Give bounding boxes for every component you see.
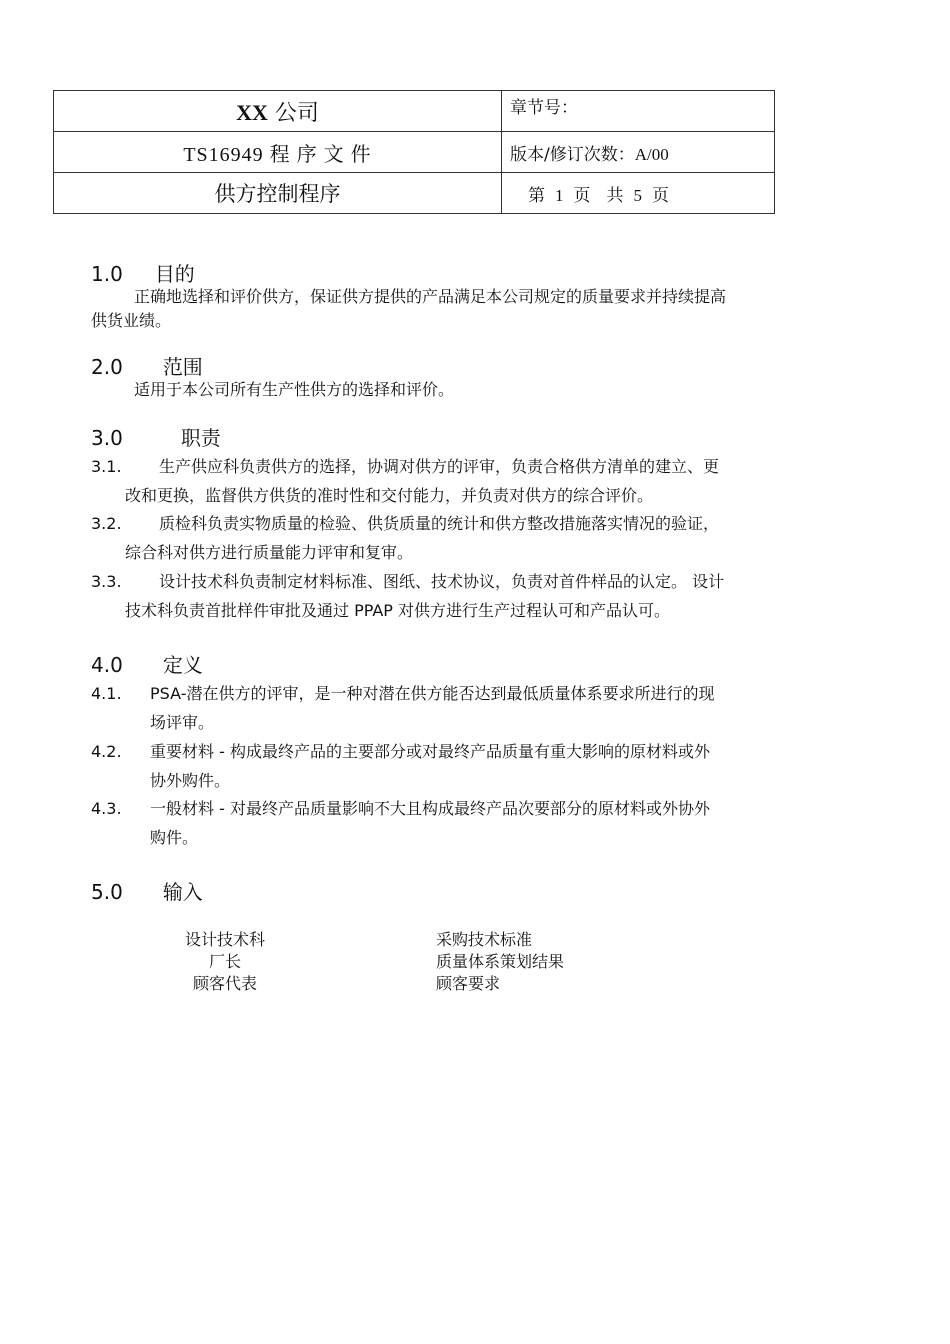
item-line1: PSA-潜在供方的评审，是一种对潜在供方能否达到最低质量体系要求所进行的现 bbox=[150, 684, 715, 703]
item-number: 4.1. bbox=[91, 684, 122, 703]
section-title: 目的 bbox=[154, 262, 195, 286]
section-1-text-line2: 供货业绩。 bbox=[91, 311, 172, 330]
section-title: 范围 bbox=[162, 355, 203, 379]
item-line1: 设计技术科负责制定材料标准、图纸、技术协议，负责对首件样品的认定。 设计 bbox=[159, 572, 725, 591]
input-item: 质量体系策划结果 bbox=[436, 952, 565, 971]
item-line2: 场评审。 bbox=[150, 713, 215, 732]
document-header-table bbox=[53, 90, 775, 214]
section-1-heading bbox=[91, 258, 195, 287]
item-line2: 综合科对供方进行质量能力评审和复审。 bbox=[125, 543, 414, 562]
input-source: 设计技术科 bbox=[184, 930, 265, 949]
section-2-heading bbox=[91, 351, 203, 380]
section-title: 输入 bbox=[162, 880, 203, 904]
section-3-heading bbox=[91, 422, 221, 451]
list-item bbox=[91, 679, 851, 737]
page-total: 5 bbox=[633, 185, 642, 205]
item-line1: 质检科负责实物质量的检验、供货质量的统计和供方整改措施落实情况的验证， bbox=[159, 514, 720, 533]
doc-type: TS16949 程 序 文 件 bbox=[183, 143, 372, 166]
section-1-text-line1: 正确地选择和评价供方，保证供方提供的产品满足本公司规定的质量要求并持续提高 bbox=[134, 287, 727, 306]
page-ye2: 页 bbox=[652, 185, 669, 205]
company-name-cell bbox=[54, 91, 502, 132]
procedure-title: 供方控制程序 bbox=[214, 182, 341, 206]
list-item bbox=[91, 737, 851, 795]
item-number: 4.2. bbox=[91, 742, 122, 761]
section-number: 1.0 bbox=[91, 262, 123, 286]
item-line2: 协外购件。 bbox=[150, 771, 231, 790]
page-num: 1 bbox=[555, 185, 564, 205]
page-gong: 共 bbox=[606, 185, 624, 205]
item-line2: 改和更换，监督供方供货的准时性和交付能力，并负责对供方的综合评价。 bbox=[125, 486, 654, 505]
chapter-number-cell bbox=[502, 91, 775, 132]
version-cell bbox=[502, 132, 775, 173]
input-left-column bbox=[170, 929, 280, 995]
input-item: 顾客要求 bbox=[436, 974, 501, 993]
input-right-column bbox=[436, 929, 564, 995]
page-ye: 页 bbox=[573, 185, 591, 205]
item-line1: 重要材料 - 构成最终产品的主要部分或对最终产品质量有重大影响的原材料或外 bbox=[150, 742, 710, 761]
section-title: 职责 bbox=[180, 426, 221, 450]
page-number-cell bbox=[502, 173, 775, 214]
section-number: 2.0 bbox=[91, 355, 123, 379]
section-number: 3.0 bbox=[91, 426, 123, 450]
item-line1: 一般材料 - 对最终产品质量影响不大且构成最终产品次要部分的原材料或外协外 bbox=[150, 799, 710, 818]
list-item bbox=[91, 794, 851, 852]
chapter-label: 章节号： bbox=[510, 98, 578, 118]
list-item bbox=[91, 452, 851, 510]
item-line1: 生产供应科负责供方的选择，协调对供方的评审，负责合格供方清单的建立、更 bbox=[159, 457, 720, 476]
list-item bbox=[91, 509, 851, 567]
section-2-text: 适用于本公司所有生产性供方的选择和评价。 bbox=[134, 380, 455, 399]
item-line2: 技术科负责首批样件审批及通过 PPAP 对供方进行生产过程认可和产品认可。 bbox=[125, 601, 671, 620]
list-item bbox=[91, 567, 851, 625]
item-number: 3.1. bbox=[91, 457, 122, 476]
item-number: 3.2. bbox=[91, 514, 122, 533]
page-di: 第 bbox=[528, 185, 545, 205]
procedure-title-cell bbox=[54, 173, 502, 214]
company-name: 公司 bbox=[274, 100, 319, 126]
item-number: 3.3. bbox=[91, 572, 122, 591]
section-number: 4.0 bbox=[91, 653, 123, 677]
version-value: A/00 bbox=[634, 144, 669, 164]
version-label: 版本/修订次数： bbox=[510, 144, 635, 165]
item-line2: 购件。 bbox=[150, 828, 199, 847]
doc-type-cell bbox=[54, 132, 502, 173]
input-item: 采购技术标准 bbox=[436, 930, 533, 949]
section-5-heading bbox=[91, 876, 203, 905]
input-source: 顾客代表 bbox=[192, 974, 257, 993]
section-title: 定义 bbox=[162, 653, 203, 677]
item-number: 4.3. bbox=[91, 799, 122, 818]
section-4-heading bbox=[91, 649, 203, 678]
section-number: 5.0 bbox=[91, 880, 123, 904]
company-xx: XX bbox=[236, 99, 268, 125]
input-source: 厂长 bbox=[208, 952, 241, 971]
